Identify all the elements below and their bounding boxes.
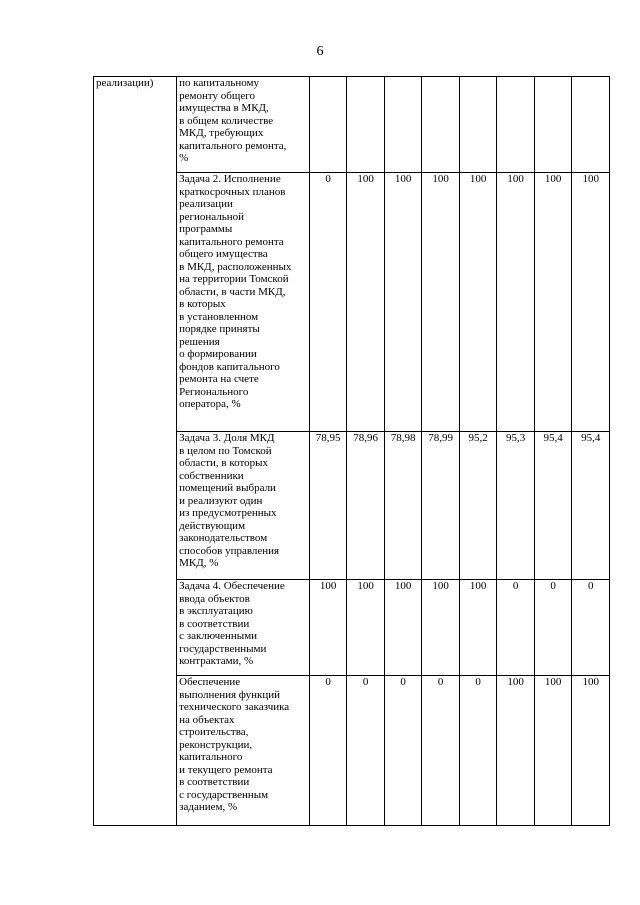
value-cell: 78,98 bbox=[384, 432, 422, 580]
value-cell bbox=[459, 77, 497, 173]
value-cell: 100 bbox=[497, 676, 535, 826]
value-cell: 100 bbox=[497, 173, 535, 432]
value-cell: 95,4 bbox=[572, 432, 610, 580]
value-cell: 100 bbox=[534, 676, 572, 826]
value-cell bbox=[497, 77, 535, 173]
value-cell: 0 bbox=[384, 676, 422, 826]
value-cell: 100 bbox=[459, 173, 497, 432]
value-cell bbox=[572, 77, 610, 173]
value-cell: 100 bbox=[572, 676, 610, 826]
value-cell: 0 bbox=[459, 676, 497, 826]
value-cell: 78,99 bbox=[422, 432, 460, 580]
value-cell: 100 bbox=[572, 173, 610, 432]
indicator-cell: Задача 4. Обеспечение ввода объектов в эксплуатацию в соответствии с заключенными государственными контрактами, % bbox=[177, 580, 310, 676]
indicator-cell: Задача 2. Исполнение краткосрочных планов реализации региональной программы капитального ремонта общего имущества в МКД, расположенных на территории Томской области, в части МКД, в которых в установленном порядке приняты решения о формировании фондов капитального ремонта на счете Регионального оператора, % bbox=[177, 173, 310, 432]
first-column-cell: реализации) bbox=[94, 77, 177, 826]
value-cell: 100 bbox=[384, 173, 422, 432]
value-cell: 95,3 bbox=[497, 432, 535, 580]
value-cell: 0 bbox=[309, 173, 347, 432]
value-cell: 95,4 bbox=[534, 432, 572, 580]
value-cell: 78,95 bbox=[309, 432, 347, 580]
value-cell: 100 bbox=[534, 173, 572, 432]
value-cell: 0 bbox=[347, 676, 385, 826]
value-cell: 100 bbox=[347, 580, 385, 676]
value-cell: 0 bbox=[534, 580, 572, 676]
indicators-table bbox=[93, 76, 610, 826]
value-cell bbox=[422, 77, 460, 173]
value-cell: 100 bbox=[459, 580, 497, 676]
table-row bbox=[94, 77, 610, 173]
value-cell: 100 bbox=[422, 173, 460, 432]
indicator-cell: Задача 3. Доля МКД в целом по Томской области, в которых собственники помещений выбрали и реализуют один из предусмотренных действующим законодательством способов управления МКД, % bbox=[177, 432, 310, 580]
page-number: 6 bbox=[316, 44, 324, 59]
value-cell: 0 bbox=[309, 676, 347, 826]
value-cell: 100 bbox=[347, 173, 385, 432]
value-cell: 78,96 bbox=[347, 432, 385, 580]
value-cell bbox=[534, 77, 572, 173]
value-cell bbox=[309, 77, 347, 173]
value-cell: 95,2 bbox=[459, 432, 497, 580]
value-cell: 100 bbox=[422, 580, 460, 676]
value-cell: 100 bbox=[384, 580, 422, 676]
value-cell: 0 bbox=[572, 580, 610, 676]
indicator-cell: Обеспечение выполнения функций технического заказчика на объектах строительства, реконструкции, капитального и текущего ремонта в соответствии с государственным заданием, % bbox=[177, 676, 310, 826]
value-cell: 0 bbox=[497, 580, 535, 676]
value-cell bbox=[347, 77, 385, 173]
indicator-cell: по капитальному ремонту общего имущества в МКД, в общем количестве МКД, требующих капитального ремонта, % bbox=[177, 77, 310, 173]
value-cell: 0 bbox=[422, 676, 460, 826]
value-cell: 100 bbox=[309, 580, 347, 676]
value-cell bbox=[384, 77, 422, 173]
